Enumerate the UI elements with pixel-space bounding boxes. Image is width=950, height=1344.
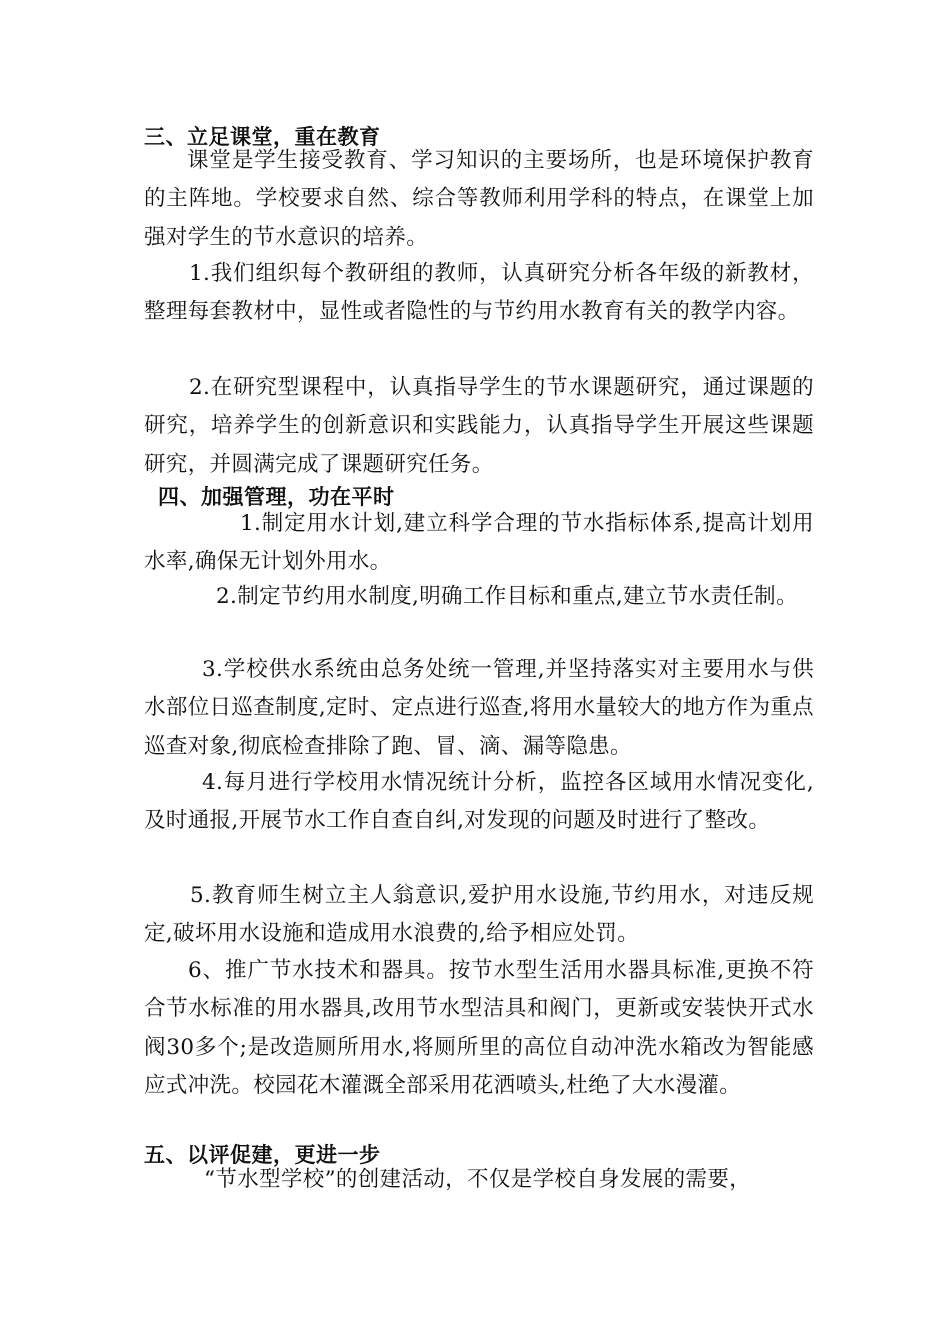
section-3-heading: 三、立足课堂，重在教育 bbox=[144, 125, 381, 149]
section-4-heading: 四、加强管理，功在平时 bbox=[158, 485, 395, 509]
section-3-item-1: 1.我们组织每个教研组的教师，认真研究分析各年级的新教材，整理每套教材中，显性或者隐性的与节约用水教育有关的教学内容。 bbox=[144, 261, 814, 325]
section-4-item-2: 2.制定节约用水制度,明确工作目标和重点,建立节水责任制。 bbox=[216, 584, 798, 609]
section-3-item-2: 2.在研究型课程中，认真指导学生的节水课题研究，通过课题的研究，培养学生的创新意识和实践能力，认真指导学生开展这些课题研究，并圆满完成了课题研究任务。 bbox=[144, 375, 814, 477]
section-4-item-5: 5.教育师生树立主人翁意识,爱护用水设施,节约用水，对违反规定,破坏用水设施和造成用水浪费的,给予相应处罚。 bbox=[144, 883, 814, 947]
section-4-item-3: 3.学校供水系统由总务处统一管理,并坚持落实对主要用水与供水部位日巡查制度,定时、定点进行巡查,将用水量较大的地方作为重点巡查对象,彻底检查排除了跑、冒、滴、漏等隐患。 bbox=[144, 657, 814, 759]
section-5-intro: “节水型学校”的创建活动，不仅是学校自身发展的需要， bbox=[204, 1167, 752, 1192]
section-4-item-6: 6、推广节水技术和器具。按节水型生活用水器具标准,更换不符合节水标准的用水器具,改用节水型洁具和阀门，更新或安装快开式水阀30多个;是改造厕所用水,将厕所里的高位自动冲洗水箱改为智能感应式冲洗。校园花木灌溉全部采用花洒喷头,杜绝了大水漫灌。 bbox=[144, 958, 814, 1098]
section-4-item-1: 1.制定用水计划,建立科学合理的节水指标体系,提高计划用水率,确保无计划外用水。 bbox=[144, 511, 814, 575]
section-5-heading: 五、以评促建，更进一步 bbox=[144, 1143, 381, 1167]
section-3-intro: 课堂是学生接受教育、学习知识的主要场所，也是环境保护教育的主阵地。学校要求自然、综合等教师利用学科的特点，在课堂上加强对学生的节水意识的培养。 bbox=[144, 148, 814, 250]
section-4-item-4: 4.每月进行学校用水情况统计分析，监控各区域用水情况变化,及时通报,开展节水工作自查自纠,对发现的问题及时进行了整改。 bbox=[144, 770, 814, 834]
